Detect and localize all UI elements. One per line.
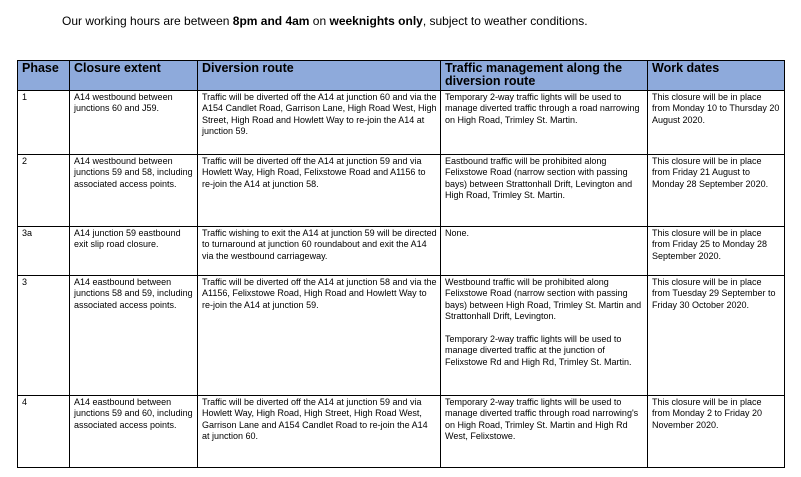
cell-phase: 3a: [18, 227, 70, 276]
cell-closure-extent: A14 eastbound between junctions 58 and 59, including associated access points.: [70, 276, 198, 396]
cell-closure-extent: A14 eastbound between junctions 59 and 60, including associated access points.: [70, 396, 198, 468]
cell-closure-extent: A14 westbound between junctions 59 and 58, including associated access points.: [70, 155, 198, 227]
traffic-paragraph: Temporary 2-way traffic lights will be used to manage diverted traffic through a road narrowing on High Road, Trimley St. Martin.: [445, 92, 640, 125]
cell-traffic-management: [441, 276, 648, 396]
traffic-paragraph: None.: [445, 228, 470, 238]
header-phase: Phase: [18, 61, 70, 91]
traffic-paragraph: Westbound traffic will be prohibited along Felixstowe Road (narrow section with passing bays) between High Road, Trimley St. Martin and Strattonhall Drift, Levington.: [445, 277, 642, 322]
header-work-dates: Work dates: [648, 61, 785, 91]
cell-work-dates: This closure will be in place from Tuesday 29 September to Friday 30 October 2020.: [648, 276, 785, 396]
traffic-paragraph: Eastbound traffic will be prohibited along Felixstowe Road (narrow section with passing bays) between Strattonhall Drift, Levington and High Road, Trimley St. Martin.: [445, 156, 633, 201]
cell-work-dates: This closure will be in place from Monday 2 to Friday 20 November 2020.: [648, 396, 785, 468]
closure-schedule-table: [17, 60, 785, 468]
cell-traffic-management: [441, 155, 648, 227]
cell-diversion-route: Traffic wishing to exit the A14 at junction 59 will be directed to turnaround at junction 60 roundabout and exit the A14 via the westbound carriageway.: [198, 227, 441, 276]
traffic-paragraph: Temporary 2-way traffic lights will be used to manage diverted traffic at the junction of Felixstowe Rd and High Rd, Trimley St. Martin.: [445, 334, 632, 367]
intro-middle: on: [309, 14, 330, 28]
table-header-row: [18, 61, 785, 91]
table-row: [18, 396, 785, 468]
cell-closure-extent: A14 westbound between junctions 60 and J59.: [70, 91, 198, 155]
cell-work-dates: This closure will be in place from Monday 10 to Thursday 20 August 2020.: [648, 91, 785, 155]
cell-diversion-route: Traffic will be diverted off the A14 at junction 60 and via the A154 Candlet Road, Garrison Lane, High Road West, High Street, High Road and Howlett Way to re-join the A14 at junction 59.: [198, 91, 441, 155]
cell-traffic-management: [441, 396, 648, 468]
header-diversion-route: Diversion route: [198, 61, 441, 91]
table-row: [18, 155, 785, 227]
working-hours-notice: [62, 14, 588, 29]
table-row: [18, 276, 785, 396]
cell-closure-extent: A14 junction 59 eastbound exit slip road closure.: [70, 227, 198, 276]
traffic-paragraph: Temporary 2-way traffic lights will be used to manage diverted traffic through road narrowing's on High Road, Trimley St. Martin and High Rd West, Felixstowe.: [445, 397, 639, 442]
cell-traffic-management: [441, 227, 648, 276]
table-row: [18, 91, 785, 155]
cell-diversion-route: Traffic will be diverted off the A14 at junction 59 and via Howlett Way, High Road, Felixstowe Road and A1156 to re-join the A14 at junction 58.: [198, 155, 441, 227]
cell-work-dates: This closure will be in place from Friday 21 August to Monday 28 September 2020.: [648, 155, 785, 227]
cell-phase: 3: [18, 276, 70, 396]
intro-days: weeknights only: [329, 14, 423, 28]
cell-diversion-route: Traffic will be diverted off the A14 at junction 59 and via Howlett Way, High Road, High Street, High Road West, Garrison Lane and A154 Candlet Road to re-join the A14 at junction 60.: [198, 396, 441, 468]
intro-suffix: , subject to weather conditions.: [422, 14, 588, 28]
cell-diversion-route: Traffic will be diverted off the A14 at junction 58 and via the A1156, Felixstowe Road, High Road and Howlett Way to re-join the A14 at junction 59.: [198, 276, 441, 396]
cell-phase: 1: [18, 91, 70, 155]
header-traffic-management: Traffic management along the diversion route: [441, 61, 648, 91]
intro-hours: 8pm and 4am: [232, 14, 310, 28]
cell-phase: 4: [18, 396, 70, 468]
cell-traffic-management: [441, 91, 648, 155]
cell-phase: 2: [18, 155, 70, 227]
table-row: [18, 227, 785, 276]
header-closure-extent: Closure extent: [70, 61, 198, 91]
cell-work-dates: This closure will be in place from Friday 25 to Monday 28 September 2020.: [648, 227, 785, 276]
intro-prefix: Our working hours are between: [62, 14, 233, 28]
